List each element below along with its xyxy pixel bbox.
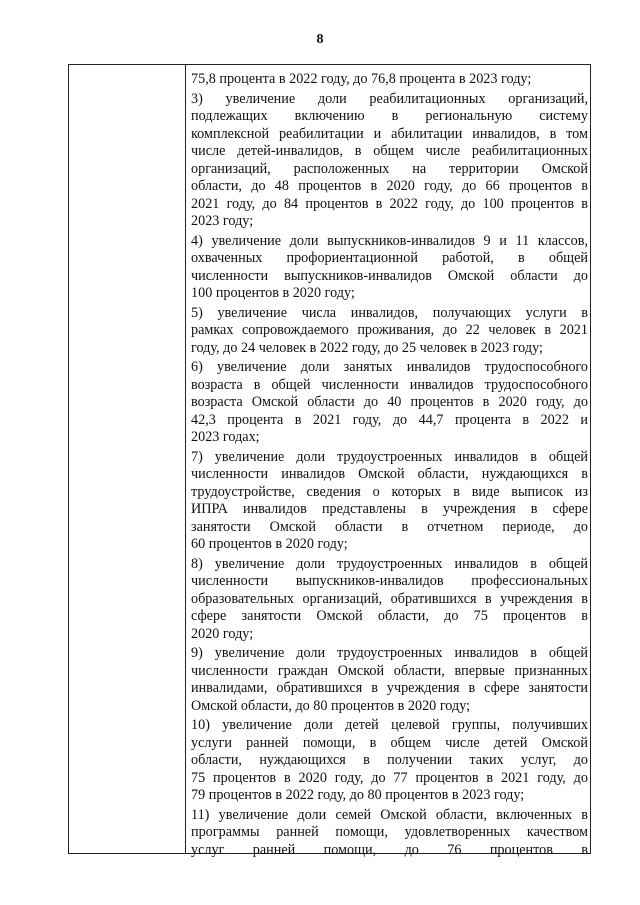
text-line: 75,8 процента в 2022 году, до 76,8 процента в 2023 году;	[191, 71, 532, 87]
text-line: услуг ранней помощи, до 76 процентов в	[191, 841, 588, 858]
text-line: 2021 году, до 84 процентов в 2022 году, до 100 процентов в	[191, 195, 588, 212]
text-line: 7) увеличение доли трудоустроенных инвалидов в общей	[191, 448, 588, 465]
page-number: 8	[316, 32, 324, 47]
text-line: 10) увеличение доли детей целевой группы, получивших	[191, 717, 588, 733]
column-divider	[185, 65, 186, 853]
text-line: 5) увеличение числа инвалидов, получающих услуги в	[191, 304, 588, 321]
text-line: трудоустройстве, сведения о которых в виде выписок из	[191, 483, 588, 500]
text-line: 42,3 процента в 2021 году, до 44,7 процента в 2022 и	[191, 411, 588, 428]
table-text-column	[191, 71, 588, 861]
text-line: 100 процентов в 2020 году;	[191, 285, 355, 301]
text-line: 75 процентов в 2020 году, до 77 процентов в 2021 году, до	[191, 769, 588, 786]
list-item	[191, 305, 588, 358]
text-line: 9) увеличение доли трудоустроенных инвалидов в общей	[191, 645, 588, 661]
list-item	[191, 449, 588, 554]
text-line: области, нуждающихся в получении таких услуг, до	[191, 752, 588, 768]
text-line: занятости Омской области в отчетном периоде, до	[191, 518, 588, 535]
text-line: 3) увеличение доли реабилитационных организаций,	[191, 90, 588, 107]
text-line: численности выпускников-инвалидов Омской области до	[191, 267, 588, 284]
text-line: образовательных организаций, обратившихся в учреждения в	[191, 590, 588, 607]
text-line: 2023 году;	[191, 213, 254, 229]
list-item	[191, 233, 588, 303]
text-line: 79 процентов в 2022 году, до 80 процентов в 2023 году;	[191, 787, 525, 803]
list-item	[191, 91, 588, 231]
text-line: численности выпускников-инвалидов профессиональных	[191, 573, 588, 589]
list-item	[191, 807, 588, 860]
text-line: 2020 году;	[191, 625, 254, 642]
text-line: подлежащих включению в региональную систему	[191, 108, 588, 124]
text-line: Омской области, до 80 процентов в 2020 году;	[191, 697, 471, 714]
text-line: инвалидами, обратившихся в учреждения в сфере занятости	[191, 680, 588, 696]
text-line: 6) увеличение доли занятых инвалидов трудоспособного	[191, 359, 588, 375]
list-item	[191, 645, 588, 715]
list-item	[191, 717, 588, 805]
text-line: численности граждан Омской области, впервые признанных	[191, 662, 588, 679]
text-line: численности инвалидов Омской области, нуждающихся в	[191, 466, 588, 482]
list-item	[191, 71, 588, 89]
text-line: сфере занятости Омской области, до 75 процентов в	[191, 608, 588, 624]
text-line: комплексной реабилитации и абилитации инвалидов, в том	[191, 125, 588, 142]
text-line: программы ранней помощи, удовлетворенных качеством	[191, 824, 588, 840]
text-line: возраста в общей численности инвалидов трудоспособного	[191, 376, 588, 393]
text-line: году, до 24 человек в 2022 году, до 25 человек в 2023 году;	[191, 339, 543, 356]
text-line: ИПРА инвалидов представлены в учреждения в сфере	[191, 501, 588, 517]
text-line: числе детей-инвалидов, в общем числе реабилитационных	[191, 143, 588, 159]
text-line: возраста Омской области до 40 процентов в 2020 году, до	[191, 394, 588, 410]
text-line: 60 процентов в 2020 году;	[191, 536, 348, 552]
document-table	[68, 64, 591, 858]
text-line: услуги ранней помощи, в общем числе детей Омской	[191, 734, 588, 751]
text-line: области, до 48 процентов в 2020 году, до 66 процентов в	[191, 178, 588, 194]
text-line: 11) увеличение доли семей Омской области, включенных в	[191, 806, 588, 823]
text-line: рамках сопровождаемого проживания, до 22 человек в 2021	[191, 322, 588, 338]
text-line: 4) увеличение доли выпускников-инвалидов 9 и 11 классов,	[191, 232, 588, 249]
text-line: организаций, расположенных на территории Омской	[191, 160, 588, 177]
text-line: 2023 годах;	[191, 429, 260, 445]
text-line: охваченных профориентационной работой, в общей	[191, 250, 588, 266]
text-line: 8) увеличение доли трудоустроенных инвалидов в общей	[191, 555, 588, 572]
list-item	[191, 359, 588, 447]
list-item	[191, 556, 588, 644]
